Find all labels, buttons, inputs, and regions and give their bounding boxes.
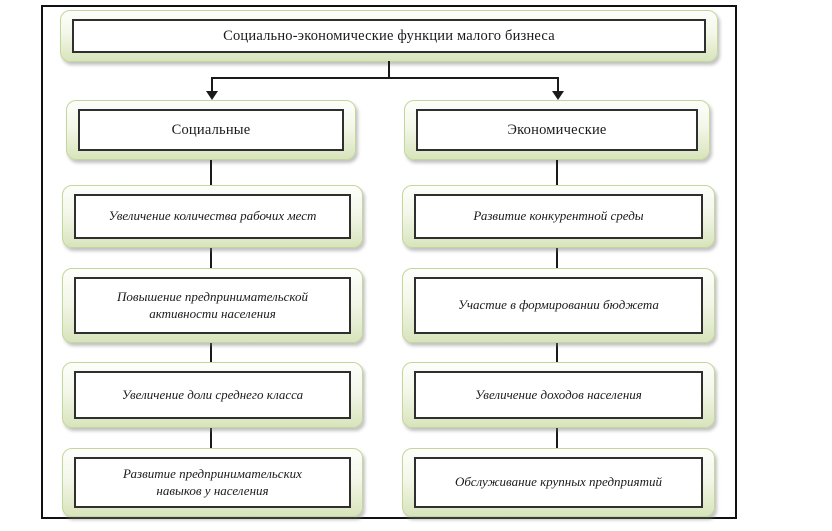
economic-item-1-label: Развитие конкурентной среды bbox=[473, 208, 644, 224]
diagram-title: Социально-экономические функции малого бизнеса bbox=[223, 27, 555, 44]
node-social-item-4 bbox=[62, 448, 363, 517]
social-item-3-label: Увеличение доли среднего класса bbox=[121, 386, 304, 402]
node-social-header bbox=[66, 100, 356, 160]
economic-item-3-label: Увеличение доходов населения bbox=[475, 386, 642, 402]
connector-economic-1 bbox=[556, 160, 558, 185]
node-economic-item-4 bbox=[402, 448, 715, 517]
node-social-item-4-inner-box bbox=[74, 457, 351, 508]
node-social-item-1 bbox=[62, 185, 363, 248]
node-root bbox=[60, 10, 718, 62]
node-economic-item-3-inner-box bbox=[414, 371, 703, 419]
node-social-item-2-inner-box bbox=[74, 277, 351, 334]
social-item-1-label: Увеличение количества рабочих мест bbox=[108, 208, 317, 224]
node-economic-header-inner-box bbox=[416, 109, 698, 151]
node-social-item-2 bbox=[62, 268, 363, 343]
social-header-label: Социальные bbox=[171, 121, 251, 138]
economic-item-2-label: Участие в формировании бюджета bbox=[458, 297, 659, 313]
connector-social-4 bbox=[210, 428, 212, 448]
arrow-down-icon bbox=[552, 91, 564, 100]
arrow-down-icon bbox=[206, 91, 218, 100]
node-economic-item-3 bbox=[402, 362, 715, 428]
economic-header-label: Экономические bbox=[507, 121, 607, 138]
node-economic-item-2-inner-box bbox=[414, 277, 703, 334]
connector-economic-2 bbox=[556, 248, 558, 268]
social-item-4-label: Развитие предпринимательских навыков у населения bbox=[123, 466, 302, 498]
node-social-item-3 bbox=[62, 362, 363, 428]
node-root-inner-box bbox=[72, 19, 706, 53]
connector-crossbar bbox=[211, 77, 559, 79]
connector-right-drop bbox=[557, 77, 559, 92]
connector-social-1 bbox=[210, 160, 212, 185]
node-social-item-1-inner-box bbox=[74, 194, 351, 239]
node-social-header-inner-box bbox=[78, 109, 344, 151]
node-economic-item-2 bbox=[402, 268, 715, 343]
node-economic-header bbox=[404, 100, 710, 160]
node-economic-item-4-inner-box bbox=[414, 457, 703, 508]
connector-root-stem bbox=[388, 61, 390, 77]
connector-social-3 bbox=[210, 343, 212, 362]
node-economic-item-1 bbox=[402, 185, 715, 248]
diagram-frame bbox=[41, 5, 737, 519]
economic-item-4-label: Обслуживание крупных предприятий bbox=[455, 474, 662, 490]
connector-social-2 bbox=[210, 248, 212, 268]
connector-economic-4 bbox=[556, 428, 558, 448]
social-item-2-label: Повышение предпринимательской активности населения bbox=[117, 289, 308, 321]
connector-economic-3 bbox=[556, 343, 558, 362]
node-economic-item-1-inner-box bbox=[414, 194, 703, 239]
connector-left-drop bbox=[211, 77, 213, 92]
node-social-item-3-inner-box bbox=[74, 371, 351, 419]
